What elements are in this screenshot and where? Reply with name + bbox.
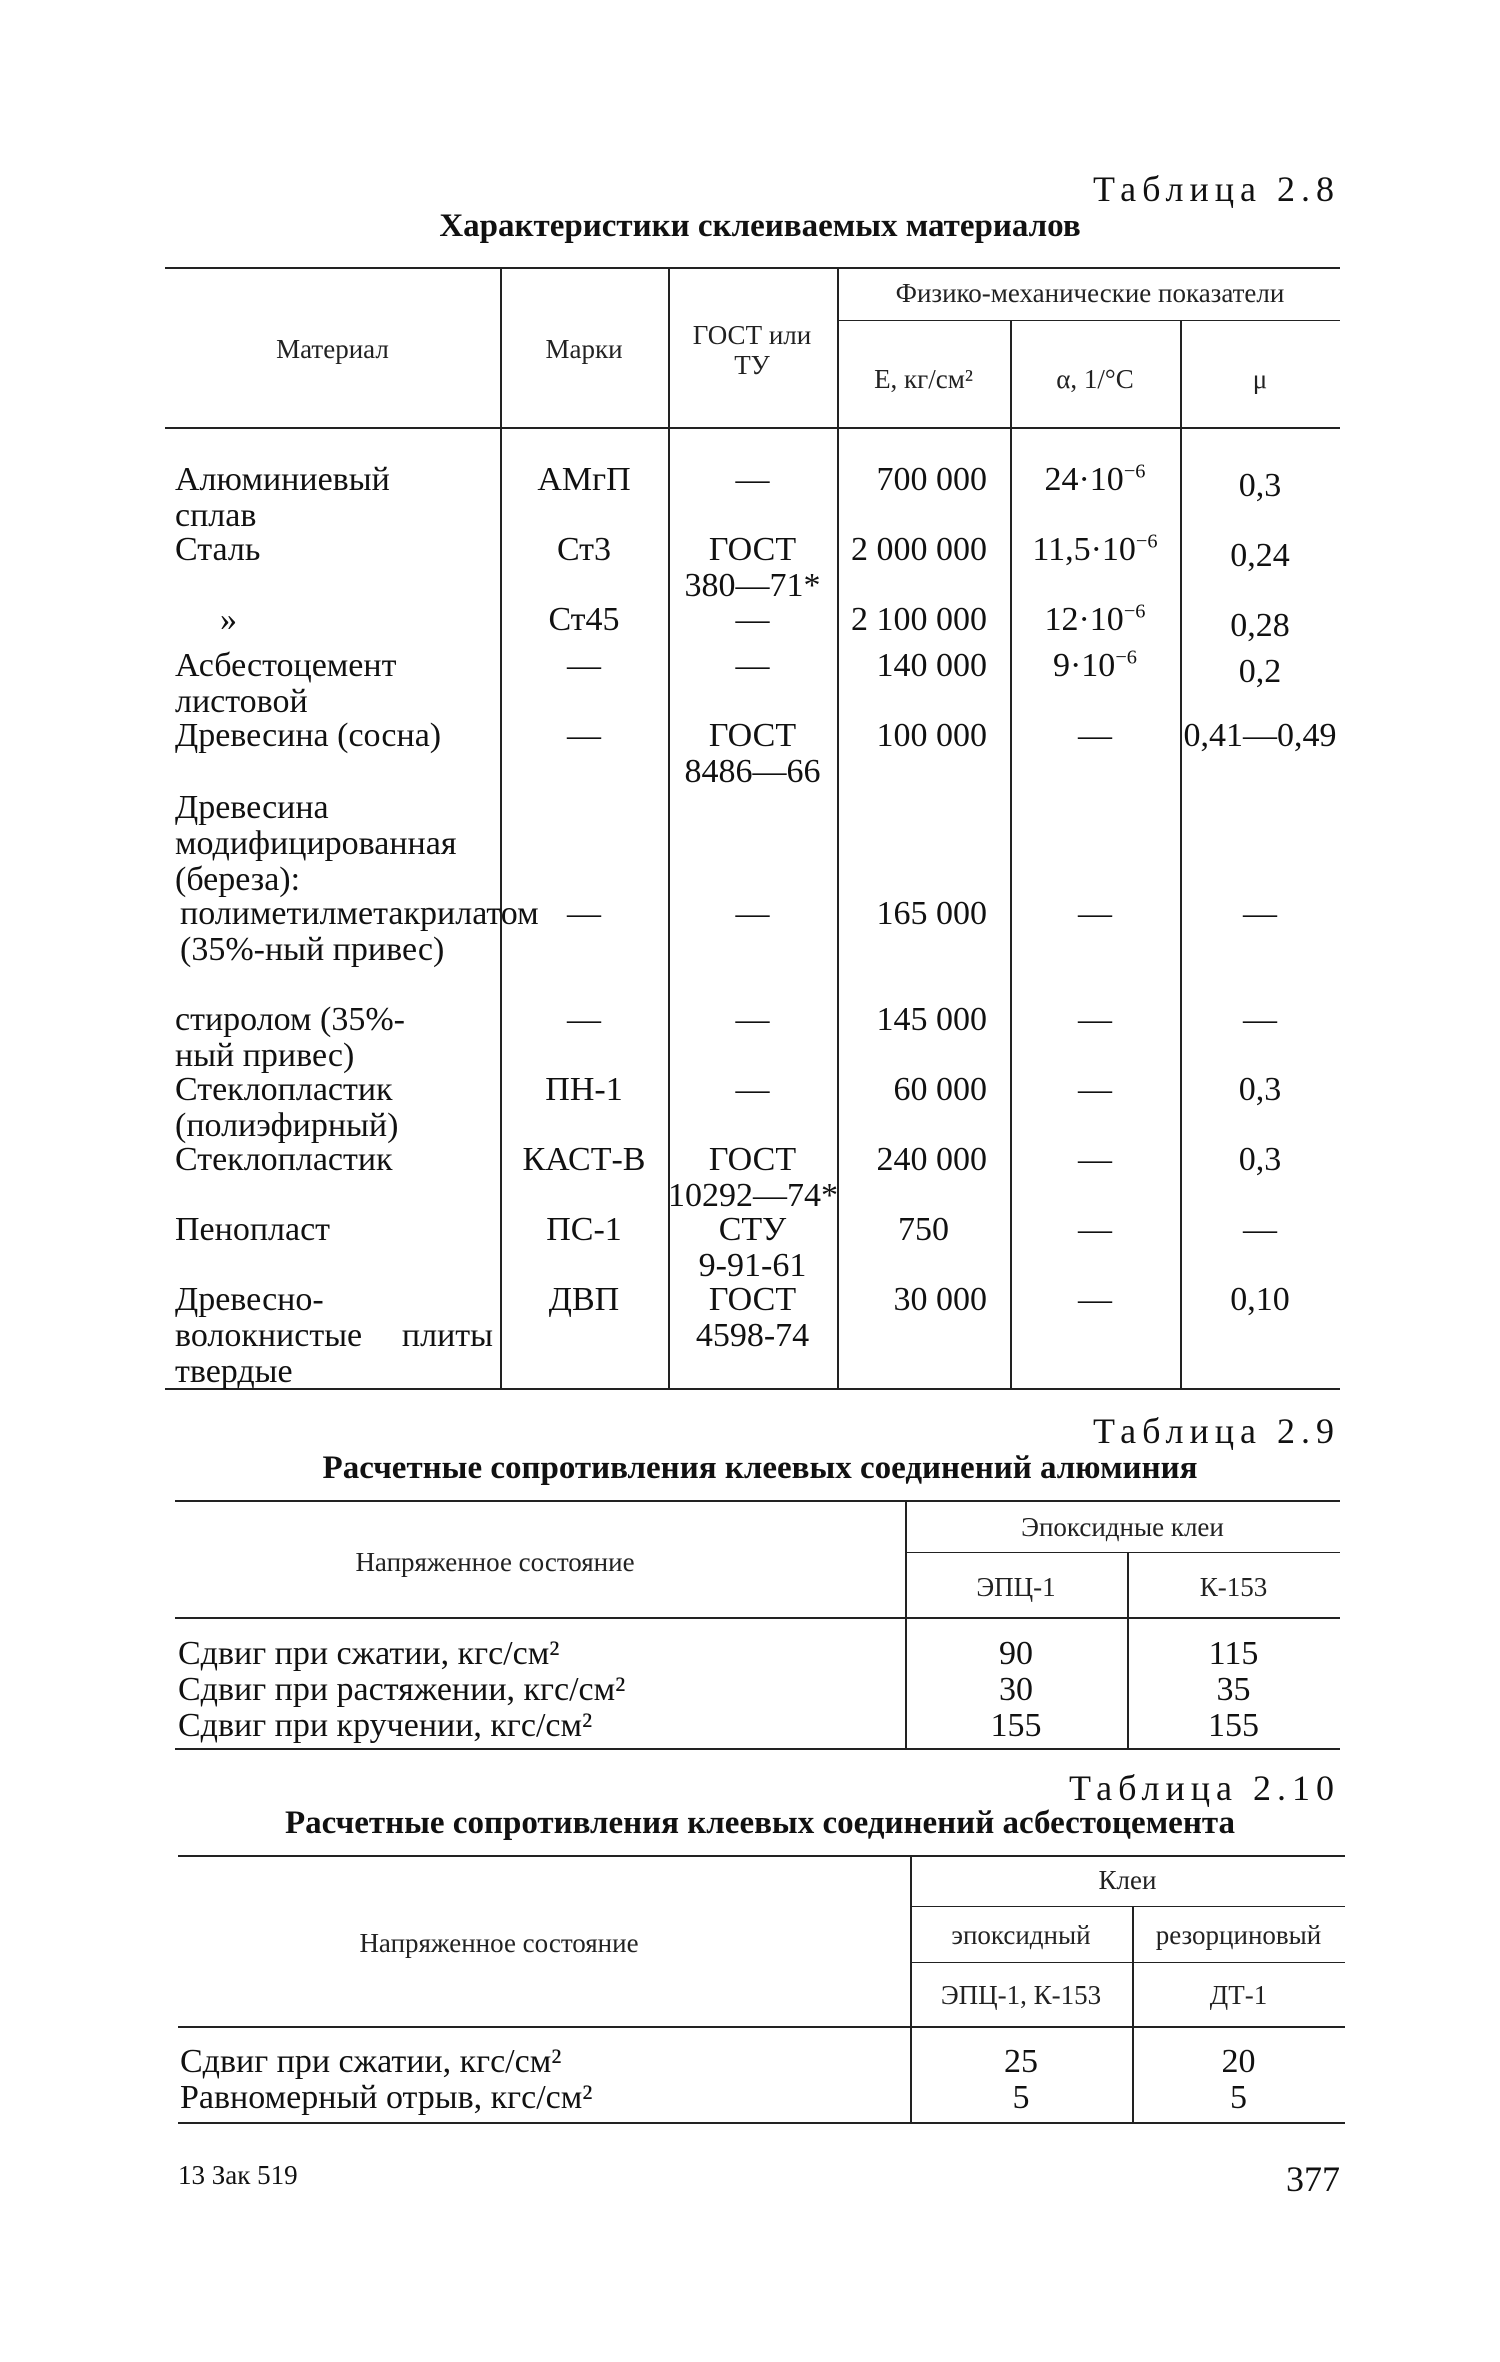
row7-alpha: — (1078, 1001, 1112, 1038)
t29-header-col1: ЭПЦ-1 (976, 1572, 1056, 1602)
t29-row2-v2: 155 (1208, 1707, 1259, 1744)
t210-row0-v1: 25 (1004, 2043, 1038, 2080)
row6-grade: — (567, 895, 601, 932)
row3-mu: 0,2 (1238, 653, 1282, 690)
row6-e: 165 000 (876, 895, 987, 932)
row9-e: 240 000 (876, 1141, 987, 1178)
t210-row1-state: Равномерный отрыв, кгс/см² (180, 2079, 593, 2116)
header-grades: Марки (545, 334, 623, 364)
row2-grade: Ст45 (548, 601, 620, 638)
footer-print-info: 13 Зак 519 (178, 2160, 298, 2190)
row10-gost: СТУ 9-91-61 (698, 1211, 807, 1284)
page-number: 377 (1286, 2159, 1340, 2199)
t210-header-sub2: резорциновый (1155, 1920, 1322, 1950)
t210-row1-v1: 5 (1012, 2079, 1030, 2116)
row8-gost: — (735, 1071, 770, 1108)
row8-material: Стеклопластик (полиэфирный) (175, 1071, 399, 1144)
t29-row0-state: Сдвиг при сжатии, кгс/см² (178, 1635, 560, 1672)
row3-e: 140 000 (876, 647, 987, 684)
row0-material: Алюминиевый сплав (175, 461, 390, 534)
row8-grade: ПН-1 (545, 1071, 623, 1108)
t210-header-col2: ДТ-1 (1209, 1980, 1268, 2010)
row2-e: 2 100 000 (851, 601, 987, 638)
row0-mu: 0,3 (1238, 467, 1282, 504)
t29-header-col2: К-153 (1199, 1572, 1268, 1602)
row0-gost: — (735, 461, 770, 498)
header-alpha: α, 1/°C (1056, 364, 1134, 394)
t29-header-state: Напряженное состояние (355, 1547, 635, 1577)
row10-e: 750 (898, 1211, 949, 1248)
row7-mu: — (1243, 1001, 1277, 1038)
table-2-10-title: Расчетные сопротивления клеевых соединений асбестоцемента (285, 1805, 1235, 1841)
row0-alpha: $24\cdot 10^{-6}$ (1044, 460, 1146, 498)
row4-mu: 0,41—0,49 (1183, 717, 1337, 754)
row11-mu: 0,10 (1230, 1281, 1290, 1318)
row4-gost: ГОСТ 8486—66 (684, 717, 821, 790)
row1-gost: ГОСТ 380—71* (684, 531, 821, 604)
row1-grade: Ст3 (556, 531, 612, 568)
table-2-10-label: Таблица 2.10 (1069, 1768, 1340, 1808)
t210-row0-v2: 20 (1221, 2043, 1256, 2080)
row4-material: Древесина (сосна) (175, 717, 442, 754)
header-e: E, кг/см² (874, 364, 973, 394)
t29-row2-state: Сдвиг при кручении, кгс/см² (178, 1707, 593, 1744)
row6-alpha: — (1078, 895, 1112, 932)
t210-row0-state: Сдвиг при сжатии, кгс/см² (180, 2043, 562, 2080)
t29-row2-v1: 155 (990, 1707, 1042, 1744)
row7-material: стиролом (35%-ный привес) (175, 1001, 405, 1074)
row10-material: Пенопласт (175, 1211, 331, 1248)
row8-mu: 0,3 (1238, 1071, 1282, 1108)
t29-row1-v1: 30 (999, 1671, 1033, 1708)
header-gost: ГОСТ или ТУ (692, 320, 812, 380)
row11-material: Древесно-волокнистые плиты твердые (175, 1281, 493, 1390)
row3-alpha: $9\cdot 10^{-6}$ (1052, 646, 1138, 684)
row6-material: полиметилметакрилатом (35%-ный привес) (180, 895, 539, 968)
row9-grade: КАСТ-В (522, 1141, 646, 1178)
t29-row1-v2: 35 (1216, 1671, 1251, 1708)
row2-alpha: $12\cdot 10^{-6}$ (1044, 600, 1146, 638)
row10-mu: — (1243, 1211, 1277, 1248)
row10-alpha: — (1078, 1211, 1112, 1248)
row1-alpha: $11,5\cdot 10^{-6}$ (1032, 530, 1158, 568)
row11-gost: ГОСТ 4598-74 (695, 1281, 810, 1354)
t29-row0-v2: 115 (1208, 1635, 1259, 1672)
table-2-8-label: Таблица 2.8 (1093, 169, 1340, 209)
row4-e: 100 000 (876, 717, 987, 754)
row0-grade: АМгП (537, 461, 631, 498)
t29-row0-v1: 90 (999, 1635, 1033, 1672)
row11-alpha: — (1078, 1281, 1112, 1318)
row1-e: 2 000 000 (851, 531, 987, 568)
row3-material: Асбестоцемент листовой (175, 647, 397, 720)
row9-gost: ГОСТ 10292—74* (668, 1141, 838, 1214)
row5-material: Древесина модифицированная (береза): (175, 789, 457, 898)
row2-gost: — (735, 601, 770, 638)
t210-row1-v2: 5 (1230, 2079, 1247, 2116)
row7-grade: — (567, 1001, 601, 1038)
table-2-9-label: Таблица 2.9 (1093, 1411, 1340, 1451)
row8-alpha: — (1078, 1071, 1112, 1108)
t29-row1-state: Сдвиг при растяжении, кгс/см² (178, 1671, 626, 1708)
header-material: Материал (276, 334, 389, 364)
row1-material: Сталь (175, 531, 261, 568)
row9-mu: 0,3 (1238, 1141, 1282, 1178)
table-2-9-title: Расчетные сопротивления клеевых соединений алюминия (322, 1450, 1198, 1486)
header-mu: μ (1252, 364, 1268, 394)
row4-grade: — (567, 717, 601, 754)
row11-grade: ДВП (548, 1281, 620, 1318)
table-2-8-title: Характеристики склеиваемых материалов (439, 208, 1081, 244)
row7-e: 145 000 (876, 1001, 987, 1038)
row6-gost: — (735, 895, 770, 932)
row11-e: 30 000 (893, 1281, 987, 1318)
t210-header-col1: ЭПЦ-1, К-153 (940, 1980, 1102, 2010)
t29-header-group: Эпоксидные клеи (1021, 1512, 1224, 1542)
row4-alpha: — (1078, 717, 1112, 754)
row0-e: 700 000 (876, 461, 987, 498)
row6-mu: — (1243, 895, 1277, 932)
row9-material: Стеклопластик (175, 1141, 393, 1178)
t210-header-state: Напряженное состояние (359, 1928, 639, 1958)
row8-e: 60 000 (893, 1071, 987, 1108)
row3-grade: — (567, 647, 601, 684)
row1-mu: 0,24 (1230, 537, 1290, 574)
row9-alpha: — (1078, 1141, 1112, 1178)
t210-header-sub1: эпоксидный (951, 1920, 1091, 1950)
header-phys-group: Физико-механические показатели (895, 278, 1285, 308)
row10-grade: ПС-1 (546, 1211, 622, 1248)
row2-mu: 0,28 (1230, 607, 1290, 644)
row7-gost: — (735, 1001, 770, 1038)
row3-gost: — (735, 647, 770, 684)
row2-material: » (220, 601, 237, 638)
t210-header-group: Клеи (1098, 1865, 1157, 1895)
